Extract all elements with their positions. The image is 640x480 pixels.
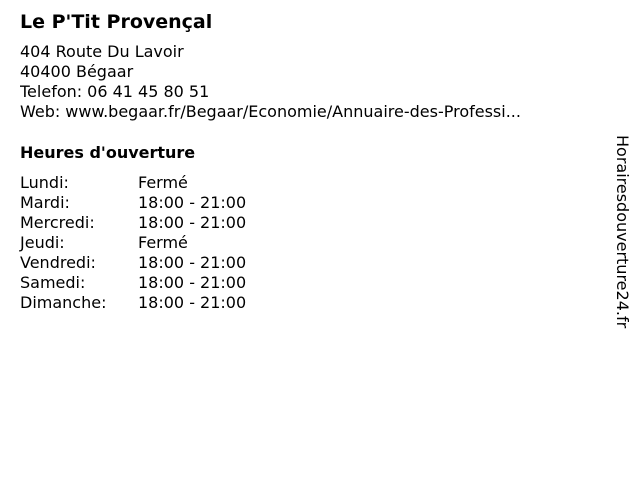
web-line (20, 102, 600, 122)
web-link[interactable]: www.begaar.fr/Begaar/Economie/Annuaire-des-Professi... (65, 102, 521, 121)
business-name: Le P'Tit Provençal (20, 11, 213, 33)
web-label: Web: (20, 102, 61, 121)
hours-row-time: 18:00 - 21:00 (138, 193, 247, 212)
phone-label: Telefon: (20, 82, 83, 101)
hours-row-day: Mardi: (20, 193, 70, 212)
phone-line (20, 82, 600, 102)
hours-heading: Heures d'ouverture (20, 143, 196, 162)
phone-number[interactable]: 06 41 45 80 51 (87, 82, 210, 101)
address-line-2: 40400 Bégaar (20, 62, 134, 81)
hours-row-day: Lundi: (20, 173, 69, 192)
hours-row-day: Samedi: (20, 273, 86, 292)
hours-row-time: Fermé (138, 233, 188, 252)
hours-row-time: 18:00 - 21:00 (138, 253, 247, 272)
hours-row-time: Fermé (138, 173, 188, 192)
hours-row-time: 18:00 - 21:00 (138, 273, 247, 292)
hours-row-day: Jeudi: (20, 233, 65, 252)
hours-row-time: 18:00 - 21:00 (138, 213, 247, 232)
hours-row-time: 18:00 - 21:00 (138, 293, 247, 312)
site-watermark: Horairesdouverture24.fr (613, 135, 632, 329)
hours-row-day: Mercredi: (20, 213, 95, 232)
business-card (20, 9, 600, 313)
hours-row-day: Vendredi: (20, 253, 96, 272)
address-line-1: 404 Route Du Lavoir (20, 42, 184, 61)
hours-table (20, 173, 600, 313)
hours-row-day: Dimanche: (20, 293, 107, 312)
